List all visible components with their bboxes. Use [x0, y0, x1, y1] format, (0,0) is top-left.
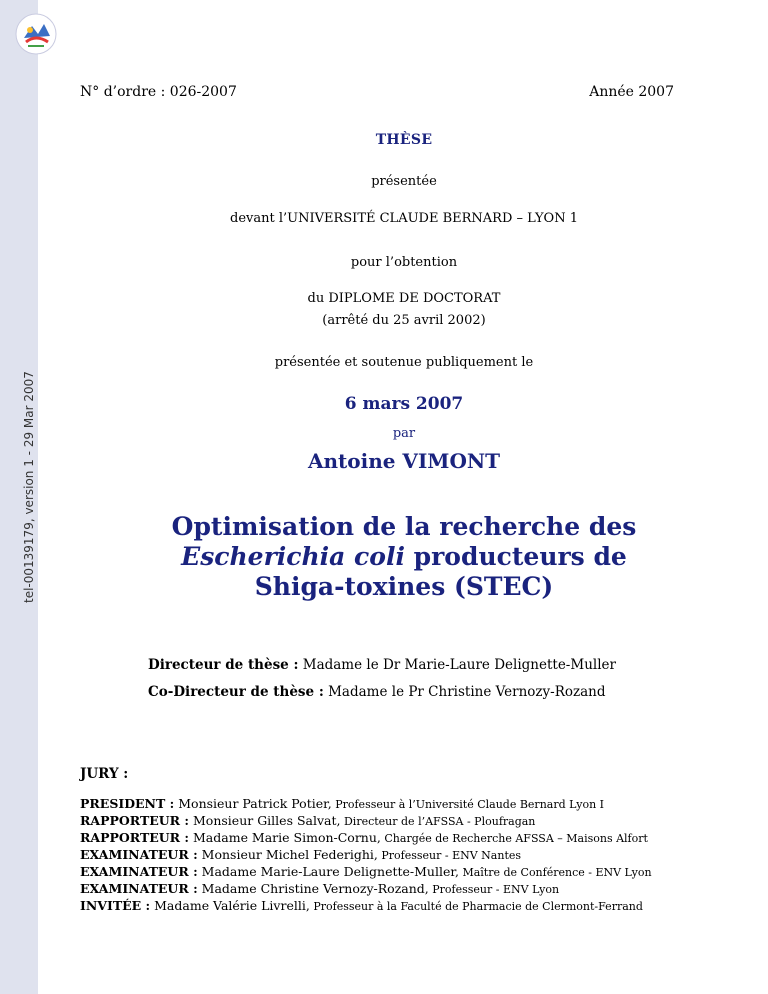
- directeur-name: Madame le Dr Marie-Laure Delignette-Muller: [298, 657, 616, 673]
- title-line-1: Optimisation de la recherche des: [171, 512, 637, 541]
- co-directeur: [148, 684, 605, 700]
- title-line-2-rest: producteurs de: [404, 542, 627, 571]
- jury-role: EXAMINATEUR :: [80, 847, 198, 862]
- universite-text: devant l’UNIVERSITÉ CLAUDE BERNARD – LYON 1: [230, 211, 578, 226]
- co-directeur-name: Madame le Pr Christine Vernozy-Rozand: [323, 684, 606, 700]
- jury-name: Monsieur Michel Federighi,: [197, 847, 378, 862]
- hal-logo-icon: [14, 12, 58, 56]
- jury-name: Madame Christine Vernozy-Rozand,: [197, 881, 429, 896]
- jury-name: Monsieur Gilles Salvat,: [189, 813, 341, 828]
- co-directeur-role: Co-Directeur de thèse :: [148, 684, 324, 700]
- jury-role: EXAMINATEUR :: [80, 881, 198, 896]
- jury-member: [80, 796, 750, 813]
- jury-role: PRESIDENT :: [80, 796, 175, 811]
- jury-affiliation: Professeur à la Faculté de Pharmacie de Clermont-Ferrand: [309, 900, 643, 913]
- jury-role: EXAMINATEUR :: [80, 864, 198, 879]
- arrete-text: (arrêté du 25 avril 2002): [322, 313, 486, 328]
- archive-stamp-text: tel-00139179, version 1 - 29 Mar 2007: [22, 371, 36, 603]
- title-line-2: [40, 542, 768, 572]
- jury-affiliation: Chargée de Recherche AFSSA – Maisons Alfort: [380, 832, 648, 845]
- jury-member: [80, 864, 750, 881]
- jury-name: Monsieur Patrick Potier,: [174, 796, 332, 811]
- these-heading: THÈSE: [375, 132, 433, 148]
- jury-affiliation: Professeur à l’Université Claude Bernard Lyon I: [331, 798, 605, 811]
- soutenue-text: présentée et soutenue publiquement le: [274, 355, 534, 370]
- jury-list: [80, 796, 750, 915]
- jury-role: INVITÉE :: [80, 898, 151, 913]
- jury-member: [80, 830, 750, 847]
- jury-role: RAPPORTEUR :: [80, 813, 190, 828]
- annee: Année 2007: [589, 84, 674, 100]
- obtention-text: pour l’obtention: [350, 255, 458, 270]
- jury-role: RAPPORTEUR :: [80, 830, 190, 845]
- jury-member: [80, 847, 750, 864]
- jury-affiliation: Professeur - ENV Nantes: [377, 849, 522, 862]
- jury-name: Madame Marie Simon-Cornu,: [189, 830, 381, 845]
- directeur-role: Directeur de thèse :: [148, 657, 299, 673]
- jury-affiliation: Directeur de l’AFSSA - Ploufragan: [340, 815, 536, 828]
- presentee-text: présentée: [371, 174, 437, 189]
- jury-member: [80, 813, 750, 830]
- jury-affiliation: Professeur - ENV Lyon: [428, 883, 560, 896]
- par-text: par: [392, 426, 416, 441]
- jury-member: [80, 898, 750, 915]
- jury-heading: JURY :: [80, 766, 129, 782]
- numero-ordre: N° d’ordre : 026-2007: [80, 84, 237, 100]
- jury-member: [80, 881, 750, 898]
- thesis-title: [40, 512, 768, 602]
- author-name: Antoine VIMONT: [307, 449, 501, 473]
- title-line-3: Shiga-toxines (STEC): [254, 572, 554, 601]
- title-species: Escherichia coli: [181, 542, 405, 571]
- jury-affiliation: Maître de Conférence - ENV Lyon: [458, 866, 652, 879]
- jury-name: Madame Valérie Livrelli,: [150, 898, 310, 913]
- diplome-text: du DIPLOME DE DOCTORAT: [307, 291, 501, 306]
- defense-date: 6 mars 2007: [344, 394, 464, 414]
- jury-name: Madame Marie-Laure Delignette-Muller,: [197, 864, 459, 879]
- directeur: [148, 657, 616, 673]
